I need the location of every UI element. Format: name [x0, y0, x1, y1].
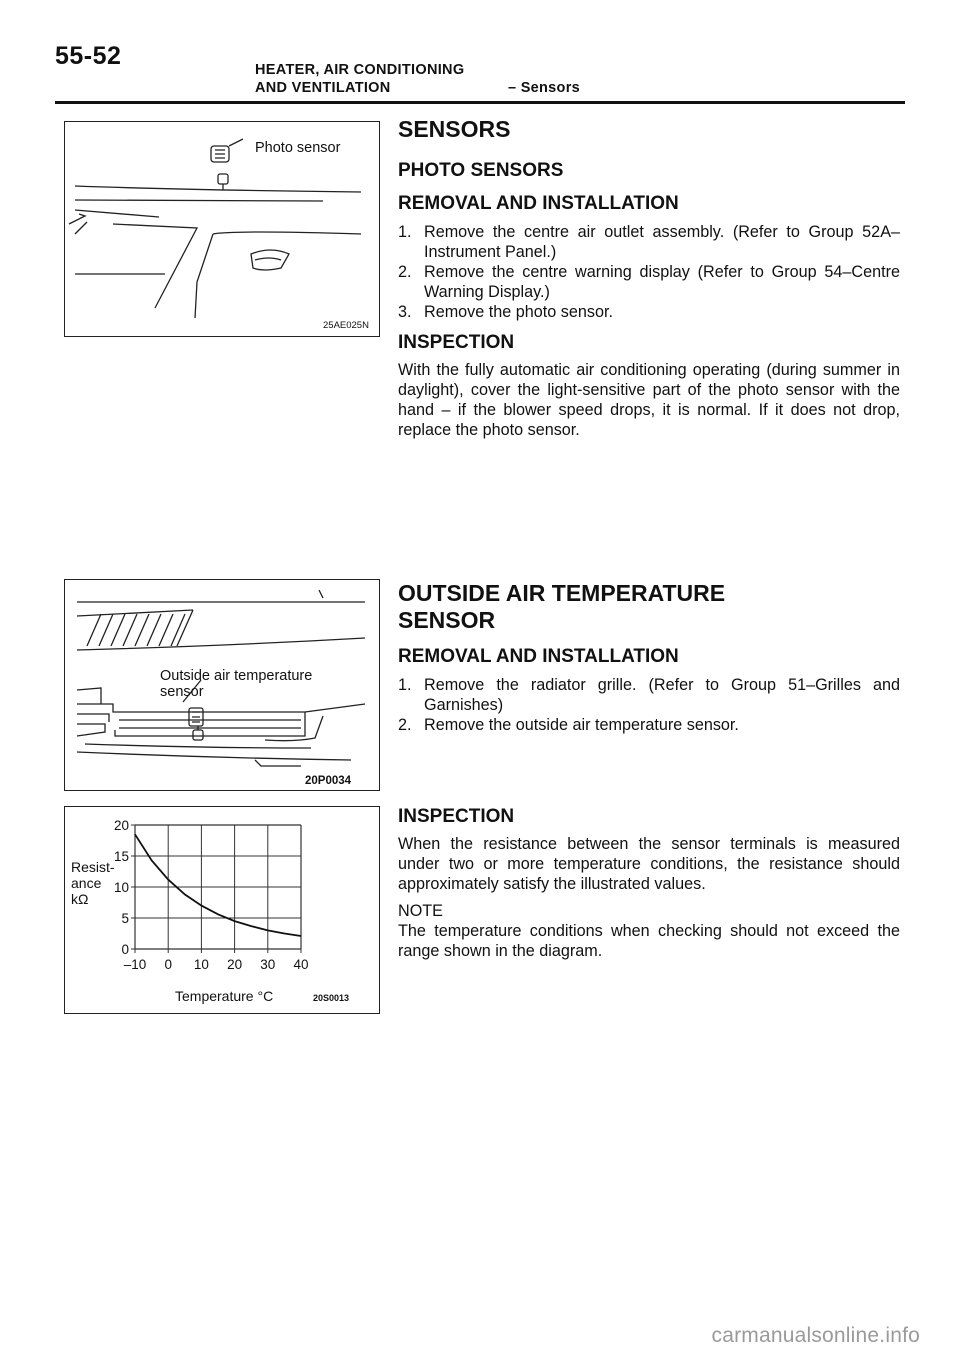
page-number: 55-52	[55, 42, 122, 70]
watermark-text: carmanualsonline.info	[711, 1324, 920, 1347]
subsection-title: – Sensors	[508, 80, 581, 96]
outside-air-sensor-section	[398, 580, 900, 735]
y-tick-label: 10	[113, 880, 129, 895]
resistance-curve-series	[135, 834, 301, 936]
removal-steps-list-2	[398, 675, 900, 735]
y-tick-label: 20	[113, 818, 129, 833]
section-title-line1: HEATER, AIR CONDITIONING	[255, 62, 465, 78]
chart-ylabel-line2: ance	[71, 875, 102, 891]
outside-air-sensor-illustration	[65, 580, 379, 790]
heading-inspection-1: INSPECTION	[398, 332, 515, 353]
y-tick-label: 0	[121, 942, 129, 957]
figure2-code: 20P0034	[305, 775, 352, 787]
x-tick-label: 20	[227, 957, 243, 972]
y-tick-label: 5	[121, 911, 129, 926]
header-rule	[55, 101, 905, 104]
outside-air-sensor-label-line2: sensor	[160, 684, 204, 700]
chart-grid	[131, 825, 301, 953]
heading-photo-sensors: PHOTO SENSORS	[398, 160, 564, 181]
removal-steps-list-1	[398, 222, 900, 322]
heading-removal-installation-1: REMOVAL AND INSTALLATION	[398, 193, 679, 214]
x-tick-label: –10	[123, 957, 147, 972]
photo-sensor-figure	[64, 121, 380, 337]
chart-xlabel: Temperature °C	[175, 988, 274, 1004]
outside-air-temperature-sensor-figure	[64, 579, 380, 791]
note-text: The temperature conditions when checking should not exceed the range shown in the diagram.	[398, 922, 900, 960]
list-item: 3. Remove the photo sensor.	[398, 303, 613, 321]
photo-sensor-illustration	[65, 122, 379, 336]
figure1-code: 25AE025N	[323, 320, 369, 331]
heading-inspection-2: INSPECTION	[398, 806, 515, 827]
section-title-line2: AND VENTILATION	[255, 80, 391, 96]
inspection-text-2: When the resistance between the sensor terminals is measured under two or more temperature conditions, the resistance should approximately satisfy the illustrated values.	[398, 835, 900, 893]
x-tick-label: 30	[260, 957, 276, 972]
section-heading-sensors: SENSORS	[398, 116, 511, 142]
section-heading-outside-air-line2: SENSOR	[398, 607, 496, 633]
chart-ylabel-line3: kΩ	[71, 891, 89, 907]
resistance-chart-figure	[64, 806, 380, 1014]
x-tick-label: 10	[193, 957, 209, 972]
list-item: 1. Remove the centre air outlet assembly. (Refer to Group 52A–Instrument Panel.)	[398, 223, 900, 261]
x-tick-label: 0	[164, 957, 172, 972]
photo-sensors-section	[398, 116, 900, 440]
section-heading-outside-air-line1: OUTSIDE AIR TEMPERATURE	[398, 580, 726, 606]
list-item: 2. Remove the centre warning display (Refer to Group 54–Centre Warning Display.)	[398, 263, 900, 301]
inspection-section-2	[398, 806, 900, 961]
chart-ylabel-line1: Resist-	[71, 859, 115, 875]
heading-removal-installation-2: REMOVAL AND INSTALLATION	[398, 646, 679, 667]
list-item: 1. Remove the radiator grille. (Refer to Group 51–Grilles and Garnishes)	[398, 676, 900, 714]
list-item: 2. Remove the outside air temperature sensor.	[398, 716, 739, 734]
y-tick-label: 15	[113, 849, 129, 864]
note-label: NOTE	[398, 902, 443, 920]
resistance-temperature-chart	[65, 807, 379, 1013]
figure3-code: 20S0013	[313, 993, 350, 1003]
photo-sensor-label: Photo sensor	[255, 140, 341, 156]
inspection-text-1: With the fully automatic air conditioning operating (during summer in daylight), cover the light-sensitive part of the photo sensor with the hand – if the blower speed drops, it is normal. If it does not drop, replace the photo sensor.	[398, 361, 900, 439]
outside-air-sensor-label-line1: Outside air temperature	[160, 668, 313, 684]
x-tick-label: 40	[293, 957, 309, 972]
